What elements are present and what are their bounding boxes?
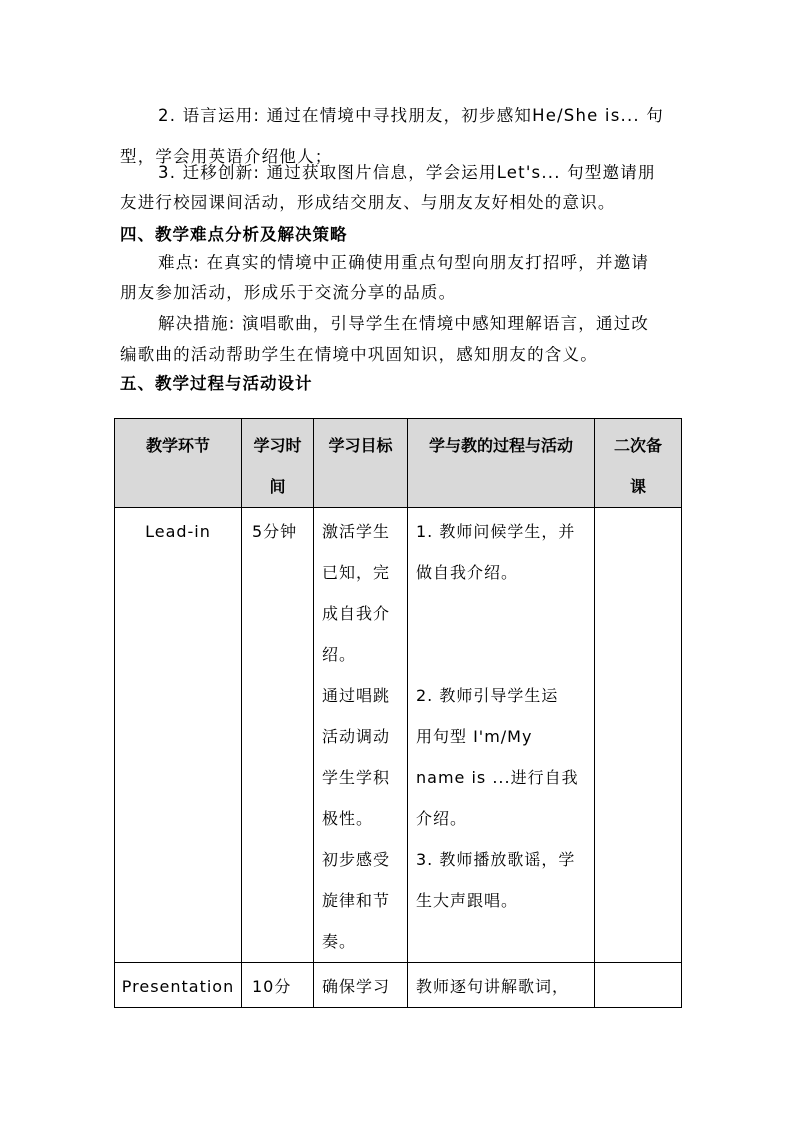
- activity-text: [408, 508, 594, 921]
- header-text: 二次备: [613, 436, 662, 455]
- goal-line: 学生学积: [322, 768, 391, 787]
- section-heading-difficulty: 四、教学难点分析及解决策略: [120, 225, 348, 244]
- table-row: [115, 508, 682, 963]
- activity-line: 3. 教师播放歌谣，学: [416, 850, 576, 869]
- goal-text: [314, 963, 407, 1007]
- goal-cell: [314, 508, 408, 963]
- spacer: [416, 634, 590, 675]
- activity-cell: [408, 508, 595, 963]
- time-label: 10分: [252, 977, 292, 996]
- header-text: 学习时: [253, 436, 302, 455]
- text-line: 3. 迁移创新: 通过获取图片信息，学会运用Let's... 句型邀请朋: [158, 163, 656, 182]
- header-text: 教学环节: [145, 436, 210, 455]
- objective-transfer-cont: [120, 182, 680, 223]
- stage-cell: [115, 963, 242, 1008]
- activity-line: name is ...进行自我: [416, 768, 579, 787]
- text-line: 难点: 在真实的情境中正确使用重点句型向朋友打招呼，并邀请: [158, 253, 650, 272]
- text-line: 编歌曲的活动帮助学生在情境中巩固知识，感知朋友的含义。: [120, 345, 598, 364]
- header-text: 课: [629, 477, 646, 496]
- time-cell: [242, 508, 314, 963]
- solution-text-cont: [120, 334, 680, 375]
- goal-line: 成自我介: [322, 604, 391, 623]
- stage-label: Presentation: [121, 977, 235, 996]
- objective-language-use: [120, 95, 680, 136]
- text-line: 型，学会用英语介绍他人；: [120, 147, 333, 166]
- goal-line: 奏。: [322, 932, 357, 951]
- activity-line: 1. 教师问候学生，并: [416, 522, 576, 541]
- goal-line: 极性。: [322, 809, 374, 828]
- text-line: 2. 语言运用: 通过在情境中寻找朋友，初步感知He/She is... 句: [158, 106, 664, 125]
- header-goal: [314, 419, 408, 508]
- goal-line: 旋律和节: [322, 891, 391, 910]
- header-text: 间: [269, 477, 286, 496]
- goal-line: 绍。: [322, 645, 357, 664]
- goal-line: 通过唱跳: [322, 686, 391, 705]
- activity-text: [408, 963, 594, 1007]
- header-stage: [115, 419, 242, 508]
- header-notes: [595, 419, 682, 508]
- section-heading-process: 五、教学过程与活动设计: [120, 374, 313, 393]
- goal-line: 初步感受: [322, 850, 391, 869]
- goal-line: 激活学生: [322, 522, 391, 541]
- activity-line: 2. 教师引导学生运: [416, 686, 559, 705]
- activity-line: 教师逐句讲解歌词，: [416, 977, 570, 996]
- time-cell: [242, 963, 314, 1008]
- activity-line: 介绍。: [416, 809, 468, 828]
- activity-cell: [408, 963, 595, 1008]
- notes-cell: [595, 508, 682, 963]
- lesson-plan-table: [114, 418, 682, 1008]
- time-label: 5分钟: [252, 522, 298, 541]
- table-header-row: [115, 419, 682, 508]
- text-line: 解决措施: 演唱歌曲，引导学生在情境中感知理解语言，通过改: [158, 314, 650, 333]
- table-row: [115, 963, 682, 1008]
- goal-line: 确保学习: [322, 977, 391, 996]
- goal-line: 已知，完: [322, 563, 391, 582]
- goal-line: 活动调动: [322, 727, 391, 746]
- goal-text: [314, 508, 407, 962]
- activity-line: 用句型 I'm/My: [416, 727, 533, 746]
- header-time: [242, 419, 314, 508]
- spacer: [416, 593, 590, 634]
- header-text: 学习目标: [328, 436, 393, 455]
- stage-label: Lead-in: [145, 522, 211, 541]
- goal-cell: [314, 963, 408, 1008]
- text-line: 朋友参加活动，形成乐于交流分享的品质。: [120, 283, 457, 302]
- notes-cell: [595, 963, 682, 1008]
- text-line: 友进行校园课间活动，形成结交朋友、与朋友友好相处的意识。: [120, 193, 616, 212]
- stage-cell: [115, 508, 242, 963]
- activity-line: 做自我介绍。: [416, 563, 519, 582]
- header-activity: [408, 419, 595, 508]
- activity-line: 生大声跟唱。: [416, 891, 519, 910]
- header-text: 学与教的过程与活动: [428, 436, 573, 455]
